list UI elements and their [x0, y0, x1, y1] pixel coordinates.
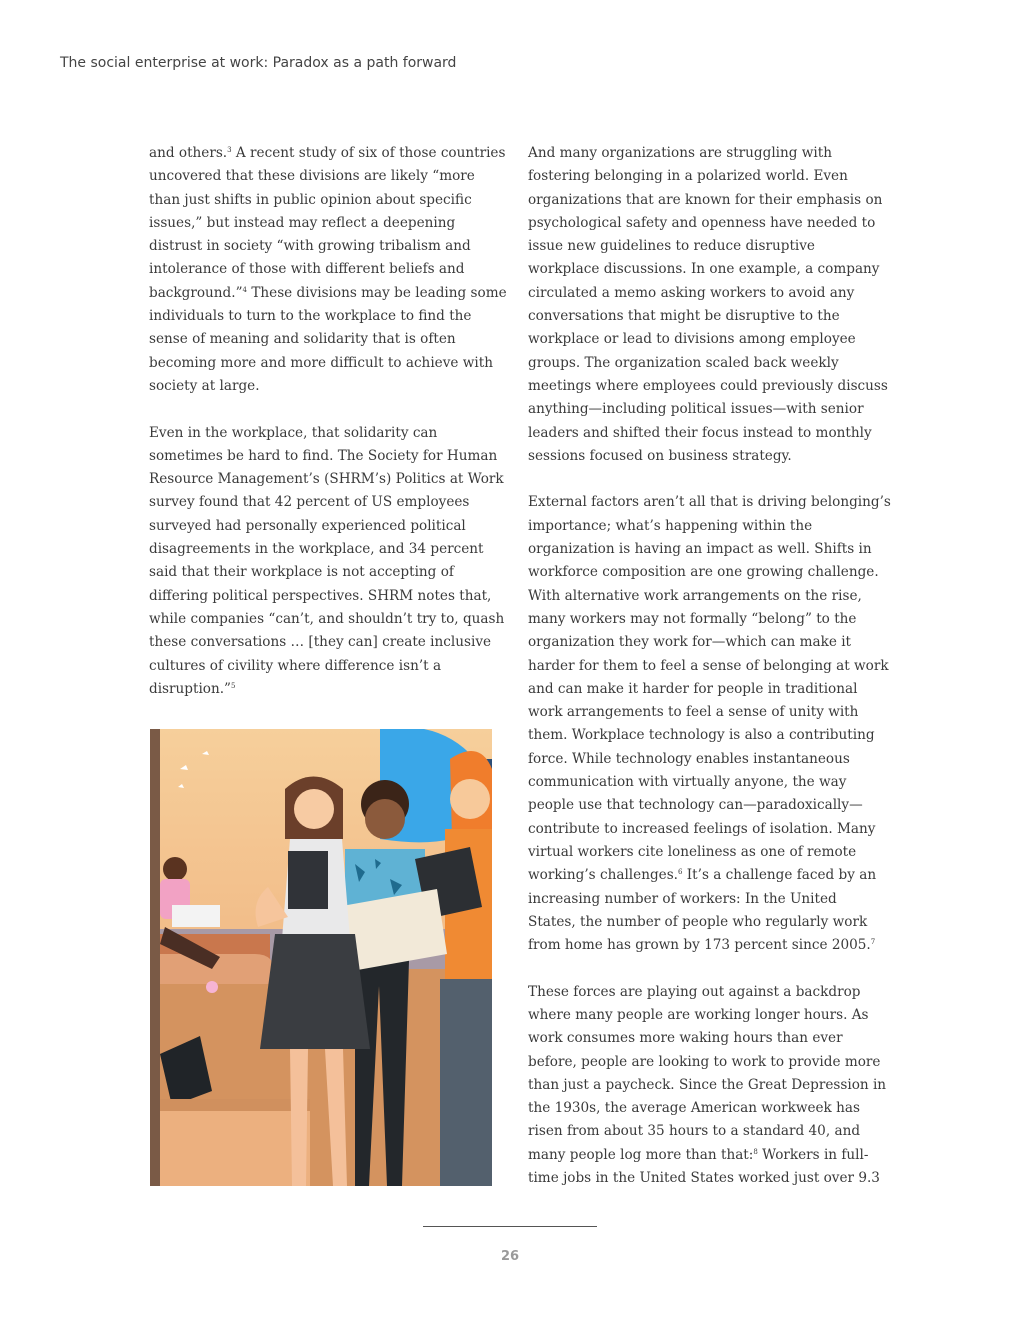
- text-line: harder for them to feel a sense of belonging at work: [528, 657, 889, 674]
- window-frame: [150, 729, 160, 1186]
- text: and others.: [149, 145, 228, 161]
- text-line: workplace or lead to divisions among employee: [528, 331, 856, 348]
- text: Workers in full-: [757, 1146, 869, 1163]
- text-line: [149, 678, 494, 701]
- text-line: where many people are working longer hours. As: [528, 1006, 869, 1023]
- text-line: External factors aren’t all that is driving belonging’s: [528, 494, 891, 511]
- page-number: 26: [500, 1249, 520, 1264]
- text-line: cultures of civility where difference isn’t a: [149, 657, 442, 674]
- text-line: With alternative work arrangements on the rise,: [528, 587, 862, 604]
- text-line: workplace discussions. In one example, a company: [528, 261, 880, 278]
- text-line: than just a paycheck. Since the Great Depression in: [528, 1076, 887, 1093]
- paragraph: [149, 142, 507, 398]
- right-column: [528, 142, 891, 1190]
- text-line: sense of meaning and solidarity that is often: [149, 331, 456, 348]
- text: These divisions may be leading some: [247, 284, 507, 301]
- text-line: [528, 934, 876, 957]
- text: A recent study of six of those countries: [231, 145, 506, 161]
- text: many people log more than that:: [528, 1146, 754, 1163]
- notebook: [288, 851, 328, 909]
- text-line: distrust in society “with growing tribalism and: [149, 238, 471, 255]
- table: [160, 1099, 310, 1186]
- text-line: contribute to increased feelings of isolation. Many: [528, 820, 876, 837]
- paragraph: [528, 491, 891, 957]
- text-line: virtual workers cite loneliness as one of remote: [528, 843, 857, 860]
- footnote-ref: 7: [870, 938, 876, 947]
- text-line: these conversations … [they can] create inclusive: [149, 634, 492, 651]
- text-line: intolerance of those with different beliefs and: [149, 261, 465, 278]
- man-face: [365, 799, 405, 839]
- text-line: issues,” but instead may reflect a deepening: [149, 214, 456, 231]
- text-line: organizations that are known for their emphasis on: [528, 191, 883, 208]
- text-line: before, people are looking to work to provide more: [528, 1053, 881, 1070]
- text-line: individuals to turn to the workplace to find the: [149, 308, 472, 325]
- footnote-ref: 3: [227, 146, 232, 154]
- redhead-face: [450, 779, 490, 819]
- text-line: [149, 282, 507, 305]
- text-line: people use that technology can—paradoxically—: [528, 797, 863, 814]
- text-line: surveyed had personally experienced political: [149, 517, 466, 534]
- text-line: than just shifts in public opinion about specific: [149, 191, 472, 208]
- woman-skirt: [260, 934, 370, 1049]
- left-column: [149, 142, 507, 701]
- text: It’s a challenge faced by an: [682, 867, 877, 884]
- text-line: [528, 1144, 873, 1167]
- text-line: organization they work for—which can make it: [528, 634, 852, 651]
- laptop: [172, 905, 220, 927]
- text-line: And many organizations are struggling with: [528, 145, 832, 161]
- text-line: said that their workplace is not accepting of: [149, 564, 454, 581]
- text-line: workforce composition are one growing challenge.: [528, 564, 879, 581]
- text-line: becoming more and more difficult to achieve with: [149, 354, 493, 371]
- redhead-jeans: [440, 979, 492, 1186]
- text-line: sessions focused on business strategy.: [528, 447, 792, 464]
- text-line: Resource Management’s (SHRM’s) Politics at Work: [149, 471, 504, 488]
- text-line: the 1930s, the average American workweek has: [528, 1100, 860, 1117]
- text-line: These forces are playing out against a backdrop: [528, 983, 861, 1000]
- workplace-illustration: [150, 729, 492, 1186]
- paragraph: [149, 422, 505, 702]
- text-line: force. While technology enables instantaneous: [528, 750, 850, 767]
- text-line: conversations that might be disruptive to the: [528, 308, 840, 325]
- text-line: fostering belonging in a polarized world. Even: [528, 168, 848, 185]
- text-line: and can make it harder for people in traditional: [528, 680, 858, 697]
- footnote-ref: 8: [753, 1147, 758, 1156]
- seated-person: [163, 857, 187, 881]
- text-line: Even in the workplace, that solidarity can: [149, 424, 438, 441]
- text-line: psychological safety and openness have needed to: [528, 214, 876, 231]
- text-line: [149, 142, 506, 165]
- text-line: groups. The organization scaled back weekly: [528, 354, 839, 371]
- text-line: States, the number of people who regularly work: [528, 913, 868, 930]
- text: disruption.”: [149, 680, 232, 697]
- text-line: differing political perspectives. SHRM notes that,: [149, 587, 492, 604]
- text-line: meetings where employees could previously discuss: [528, 377, 888, 394]
- text-line: them. Workplace technology is also a contributing: [528, 727, 875, 744]
- text-line: many workers may not formally “belong” to the: [528, 610, 857, 627]
- text-line: while companies “can’t, and shouldn’t try to, quash: [149, 610, 505, 627]
- running-header: The social enterprise at work: Paradox as a path forward: [60, 55, 457, 71]
- paragraph: [528, 142, 888, 468]
- text-line: communication with virtually anyone, the way: [528, 774, 847, 791]
- text-line: circulated a memo asking workers to avoid any: [528, 284, 855, 301]
- text-line: work consumes more waking hours than ever: [528, 1030, 843, 1047]
- text-line: organization is having an impact as well. Shifts in: [528, 541, 872, 558]
- text: background.”: [149, 284, 243, 301]
- text: working’s challenges.: [528, 867, 678, 884]
- text-line: issue new guidelines to reduce disruptive: [528, 238, 815, 255]
- text-line: leaders and shifted their focus instead to monthly: [528, 424, 872, 441]
- text-line: sometimes be hard to find. The Society for Human: [149, 447, 498, 464]
- text-line: [528, 864, 877, 887]
- text-line: importance; what’s happening within the: [528, 517, 813, 534]
- text-line: disagreements in the workplace, and 34 percent: [149, 541, 484, 558]
- footnote-ref: 5: [231, 681, 236, 690]
- footer-divider: [423, 1226, 597, 1227]
- text-line: risen from about 35 hours to a standard 40, and: [528, 1123, 861, 1140]
- text-line: increasing number of workers: In the United: [528, 890, 837, 907]
- text-line: survey found that 42 percent of US employees: [149, 494, 470, 511]
- text-line: uncovered that these divisions are likely “more: [149, 168, 475, 185]
- text-line: anything—including political issues—with senior: [528, 401, 864, 418]
- text-line: time jobs in the United States worked just over 9.3: [528, 1170, 880, 1187]
- footnote-ref: 6: [678, 868, 683, 877]
- text-line: work arrangements to feel a sense of unity with: [528, 704, 859, 721]
- table-edge: [160, 1099, 310, 1111]
- text-line: society at large.: [149, 377, 260, 394]
- woman-face: [294, 789, 334, 829]
- paragraph: [528, 981, 887, 1191]
- slipper: [206, 981, 218, 993]
- text: from home has grown by 173 percent since 2005.: [528, 937, 871, 954]
- footnote-ref: 4: [242, 285, 247, 294]
